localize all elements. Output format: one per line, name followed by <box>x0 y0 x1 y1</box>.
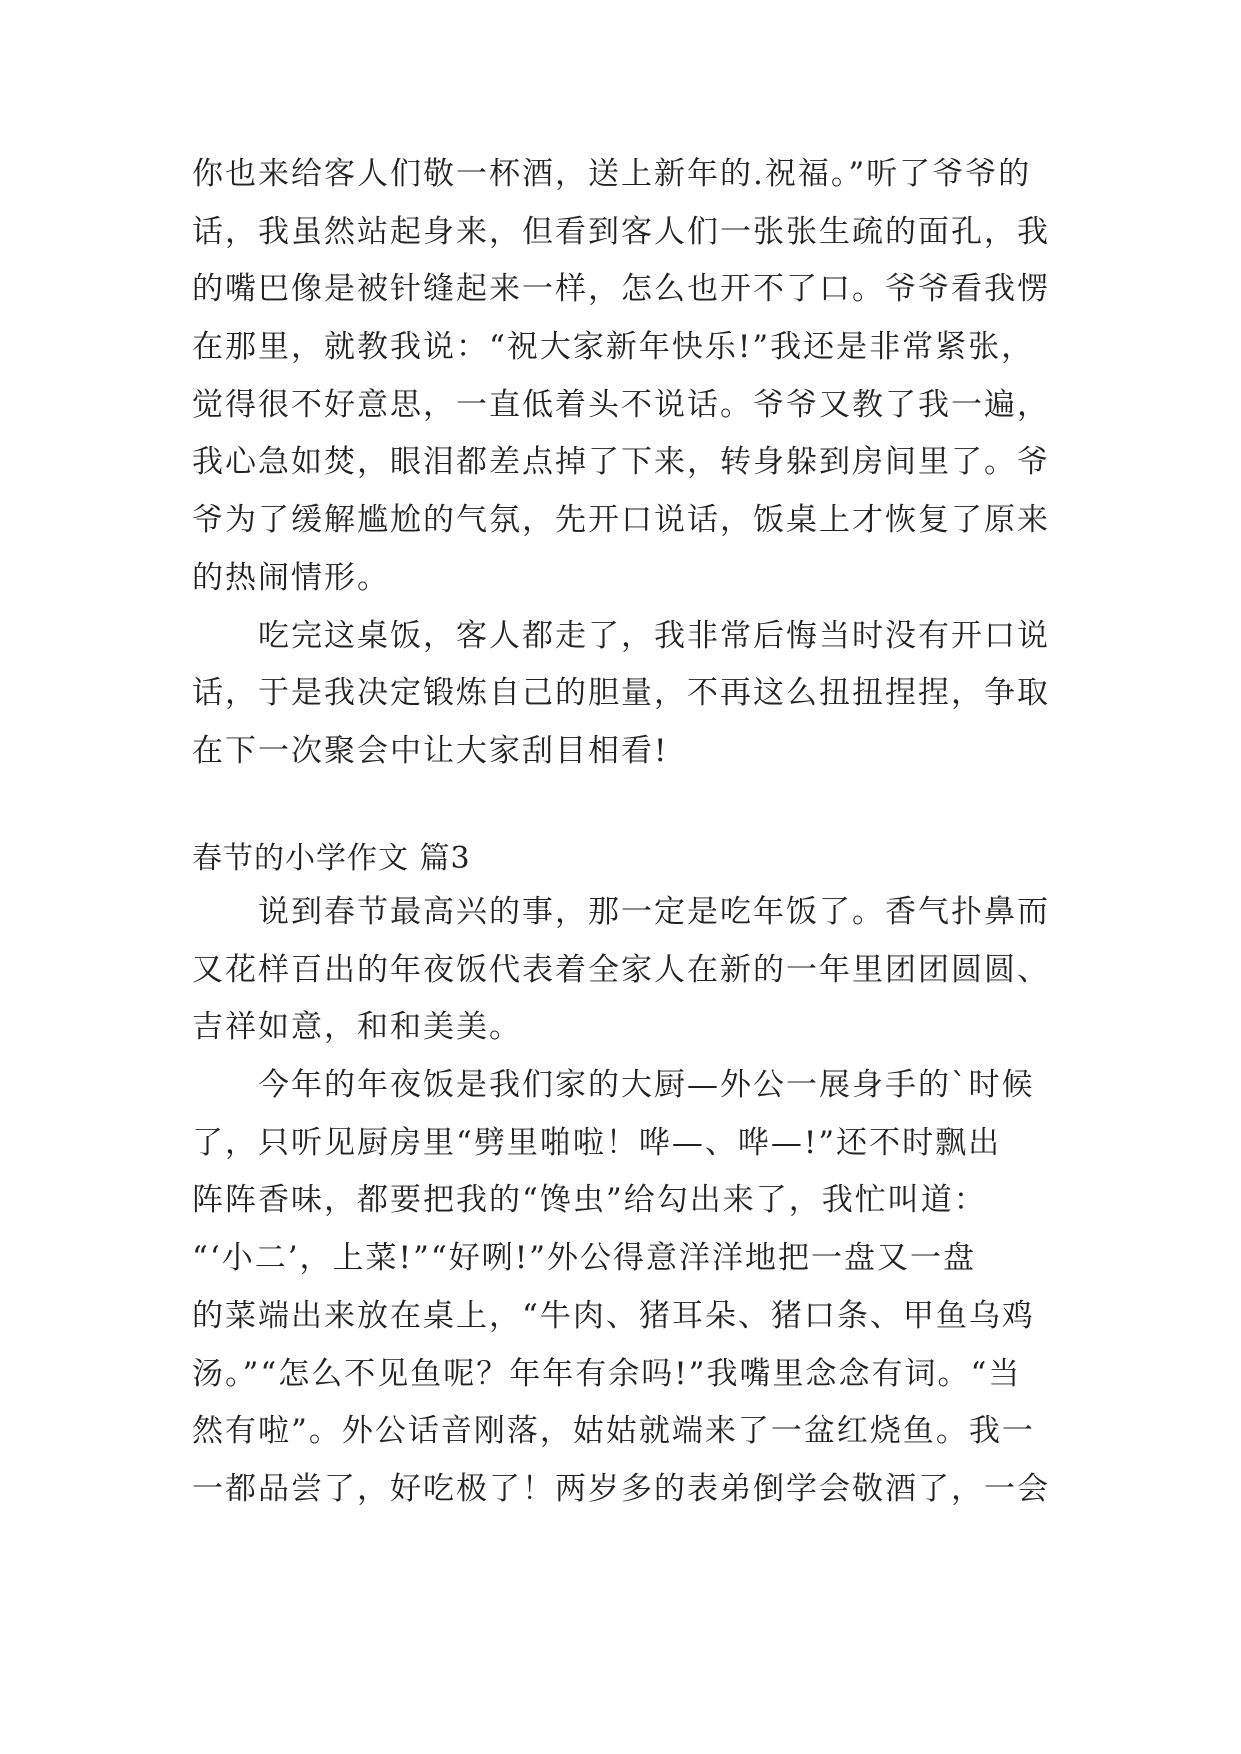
text-line: 在下一次聚会中让大家刮目相看! <box>192 732 669 769</box>
text-line: 一都品尝了，好吃极了！两岁多的表弟倒学会敬酒了，一会 <box>192 1470 1050 1507</box>
text-line: 吃完这桌饭，客人都走了，我非常后悔当时没有开口说 <box>192 617 1050 654</box>
text-line: 爷为了缓解尴尬的气氛，先开口说话，饭桌上才恢复了原来 <box>192 502 1050 539</box>
section-heading: 春节的小学作文 篇3 <box>192 841 471 876</box>
text-line: 吉祥如意，和和美美。 <box>192 1009 522 1046</box>
paragraph-block-1 <box>192 146 1052 781</box>
text-line: 话，我虽然站起身来，但看到客人们一张张生疏的面孔，我 <box>192 213 1050 250</box>
text-line: 又花样百出的年夜饭代表着全家人在新的一年里团团圆圆、 <box>192 951 1050 988</box>
text-line: 你也来给客人们敬一杯酒，送上新年的.祝福。”听了爷爷的 <box>192 156 1032 192</box>
text-line: 我心急如焚，眼泪都差点掉了下来，转身躲到房间里了。爷 <box>192 444 1050 481</box>
text-line: 了，只听见厨房里“劈里啪啦！哗—、哗—!”还不时飘出 <box>192 1124 1002 1161</box>
paragraph-block-2 <box>192 884 1052 1519</box>
text-line: 在那里，就教我说：“祝大家新年快乐!”我还是非常紧张， <box>192 329 1035 366</box>
text-line: 然有啦”。外公话音刚落，姑姑就端来了一盆红烧鱼。我一 <box>192 1413 1035 1450</box>
text-line: 觉得很不好意思，一直低着头不说话。爷爷又教了我一遍， <box>192 386 1050 423</box>
text-line: 阵阵香味，都要把我的“馋虫”给勾出来了，我忙叫道： <box>192 1182 987 1219</box>
text-line: 的嘴巴像是被针缝起来一样，怎么也开不了口。爷爷看我愣 <box>192 271 1050 308</box>
text-line: 说到春节最高兴的事，那一定是吃年饭了。香气扑鼻而 <box>192 894 1050 930</box>
text-line: “‘小二’，上菜!”“好咧!”外公得意洋洋地把一盘又一盘 <box>192 1240 977 1277</box>
text-line: 的热闹情形。 <box>192 559 390 596</box>
text-line: 话，于是我决定锻炼自己的胆量，不再这么扭扭捏捏，争取 <box>192 675 1050 712</box>
text-line: 今年的年夜饭是我们家的大厨—外公一展身手的`时候 <box>192 1067 1035 1104</box>
text-line: 汤。”“怎么不见鱼呢？年年有余吗!”我嘴里念念有词。“当 <box>192 1355 1022 1392</box>
text-line: 的菜端出来放在桌上，“牛肉、猪耳朵、猪口条、甲鱼乌鸡 <box>192 1297 1035 1334</box>
